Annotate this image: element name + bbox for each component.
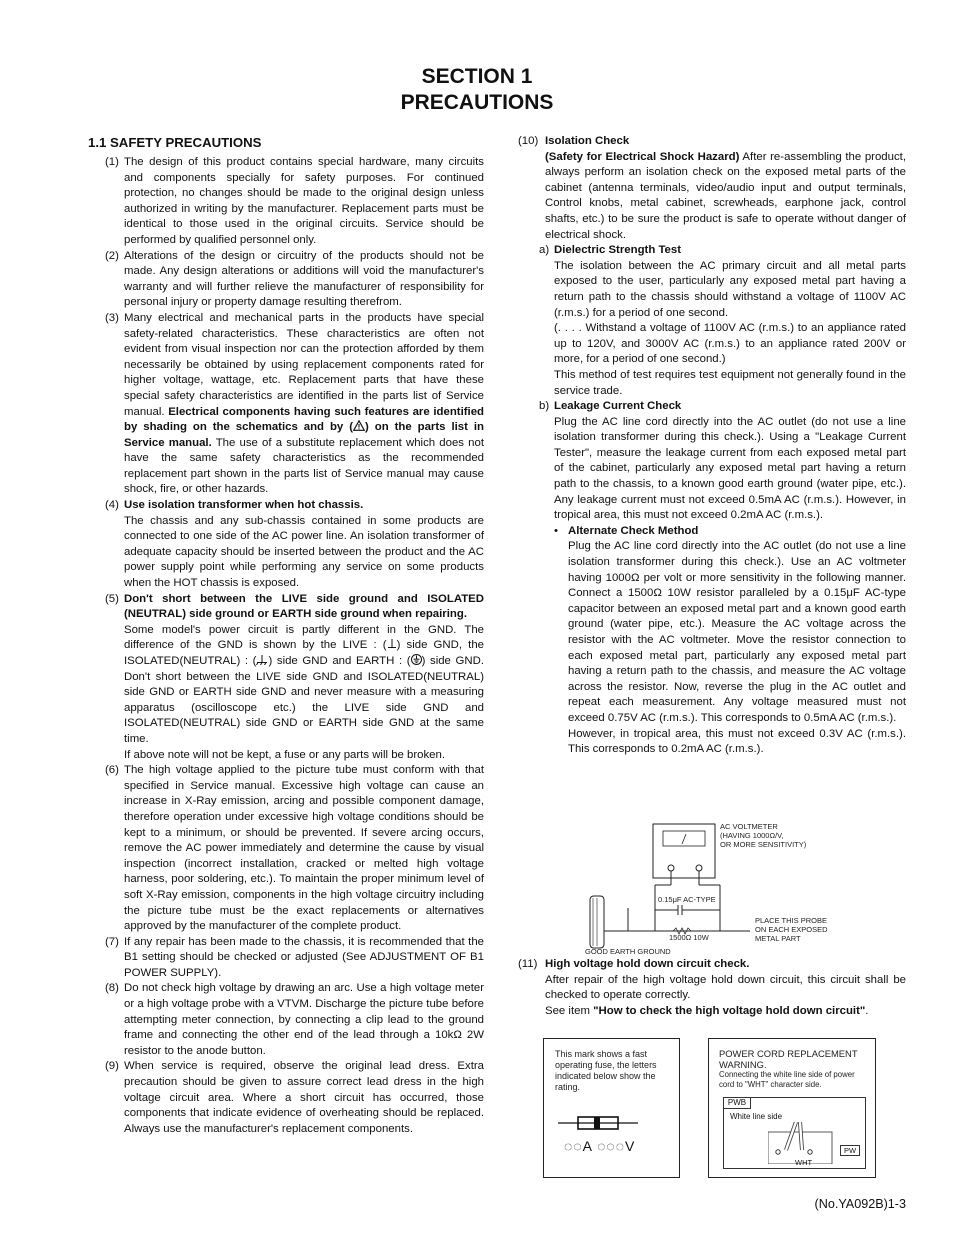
item-text: The chassis and any sub-chassis contained in some products are connected to one side of the AC power line. An isolation transformer of adequate capacity should be inserted between the product and the AC power supply point while performing any service on some products when the HOT chassis is exposed. (124, 514, 484, 590)
alternate-check-method (554, 524, 906, 758)
item-heading: High voltage hold down circuit check. (545, 958, 750, 970)
item-bold-text: Electrical components having such features are identified by shading on the schematics and by ( (124, 405, 484, 434)
resistor-label: 1500Ω 10W (669, 933, 709, 942)
dielectric-strength-test (518, 243, 906, 399)
sub-label: a) (539, 244, 550, 257)
capacitor-label: 0.15μF AC-TYPE (658, 895, 716, 904)
item-number: (1) (105, 156, 119, 168)
precaution-10 (518, 134, 906, 243)
item-text: Many electrical and mechanical parts in the products have special safety-related characteristics. These characteristics are often not evident from visual inspection nor can the protection afforded by them necessarily be obtained by using replacement components rated for higher voltage, wattage, etc. Replacement parts that have these special safety characteristics are identified in the parts list of Service manual. (124, 311, 484, 418)
earth-ground-icon (411, 654, 422, 665)
left-column (88, 134, 484, 1137)
pwb-label: PWB (723, 1097, 751, 1109)
precaution-6 (88, 763, 484, 935)
right-column (518, 134, 906, 758)
warning-triangle-icon (353, 420, 365, 431)
sub-text: (. . . . Withstand a voltage of 1100V AC (r.m.s.) to an appliance rated up to 120V, and 3000V AC (r.m.s.) to an appliance rated 200V or more, for a period of one second.) (554, 322, 906, 366)
item-bold-text: (Safety for Electrical Shock Hazard) (545, 150, 740, 163)
item-bold-text: ) on the parts list in Service manual. (124, 421, 484, 449)
precaution-7 (88, 935, 484, 982)
item-text: If above note will not be kept, a fuse or any parts will be broken. (124, 748, 446, 761)
section-number: SECTION 1 (421, 65, 533, 88)
item-text: When service is required, observe the original lead dress. Extra precaution should be given to assure correct lead dress in the high voltage circuit area. Where a short circuit has occurred, those components that indicate evidence of overheating should be replaced. Always use the manufacturer's replacement components. (124, 1060, 484, 1135)
precaution-5 (88, 592, 484, 764)
sub-heading: Leakage Current Check (554, 400, 682, 413)
precaution-9 (88, 1059, 484, 1137)
wht-label: WHT (795, 1158, 813, 1167)
bullet-text: However, in tropical area, this must not exceed 0.3V AC (r.m.s.). This corresponds to 0.2mA AC (r.m.s.). (568, 727, 906, 756)
meter-label-1: AC VOLTMETER (720, 822, 778, 831)
power-cord-warning (708, 1038, 876, 1178)
page-footer: (No.YA092B)1-3 (814, 1197, 906, 1211)
sub-heading: Dielectric Strength Test (554, 244, 682, 257)
item-text: The design of this product contains special hardware, many circuits and components specially for safety purposes. For continued protection, no changes should be made to the original design unless authorized in writing by the manufacturer. Replacement parts must be identical to those used in the original circuits. Service should be performed by qualified personnel only. (124, 156, 484, 246)
probe-label-3: METAL PART (755, 934, 801, 943)
item-text: . (865, 1004, 869, 1017)
item-text: ) side GND. Don't short between the LIVE side GND and ISOLATED(NEUTRAL) side GND or EARTH side GND and never measure with a measuring apparatus (oscilloscope etc.) the LIVE side GND and ISOLATED(NEUTRAL) side GND or EARTH side GND at the same time. (124, 655, 484, 745)
item-bold-text: "How to check the high voltage hold down circuit" (593, 1004, 866, 1017)
white-line-label: White line side (730, 1112, 783, 1121)
item-text: The high voltage applied to the picture tube must conform with that specified in Service manual. Excessive high voltage can cause an increase in X-Ray emission, arcing and possible component damage, therefore operation under excessive high voltage conditions should be kept to a minimum, or should be prevented. If severe arcing occurs, remove the AC power immediately and determine the cause by visual inspection (incorrect installation, cracked or melted high voltage harness, poor soldering, etc.). To maintain the proper minimum level of soft X-Ray emission, components in the high voltage circuitry including the picture tube must be the exact replacements or alternatives approved by the manufacturer of the complete product. (124, 764, 484, 933)
precaution-3 (88, 311, 484, 498)
section-title (0, 64, 954, 116)
item-number: (6) (105, 764, 119, 777)
item-text: Alterations of the design or circuitry of the products should not be made. Any design alterations or additions will void the manufacturer's warranty and will further relieve the manufacturer of responsibility for personal injury or property damage resulting therefrom. (124, 249, 484, 309)
cord-warning-title: POWER CORD REPLACEMENT WARNING. (719, 1048, 858, 1070)
item-text: Some model's power circuit is partly different in the GND. The difference of the GND is shown by the LIVE : ( (124, 623, 484, 652)
sub-text: This method of test requires test equipment not generally found in the service trade. (554, 368, 906, 397)
sub-label: b) (539, 400, 550, 413)
precaution-2 (88, 249, 484, 311)
probe-label-2: ON EACH EXPOSED (755, 925, 828, 934)
precaution-4 (88, 498, 484, 592)
item-text: See item (545, 1004, 594, 1017)
leakage-current-check (518, 399, 906, 524)
precaution-11 (518, 957, 906, 1019)
item-text: ) side GND, the ISOLATED(NEUTRAL) : ( (124, 639, 485, 667)
isolated-ground-icon (256, 655, 268, 665)
earth-label: GOOD EARTH GROUND (585, 947, 671, 956)
item-text: After re-assembling the product, always perform an isolation check on the exposed metal parts of the cabinet (antenna terminals, video/audio input and output terminals, Control knobs, metal cabinet, screwheads, earphone jack, control shafts, etc.) to be sure the product is safe to operate without danger of electrical shock. (545, 150, 906, 241)
live-ground-icon (387, 639, 397, 649)
bullet-text: Plug the AC line cord directly into the AC outlet (do not use a line isolation transformer during this check.). Use an AC voltmeter having 1000Ω per volt or more sensitivity in the following manner. Connect a 1500Ω 10W resistor paralleled by a 0.15μF AC-type capacitor between an exposed metal part and a known good earth ground (water pipe, etc.). Measure the AC voltage across the resistor with the AC voltmeter. Move the resistor connection to each exposed metal part, particularly any exposed metal part having a return path to the chassis, and measure the AC voltage across the resistor. Now, reverse the plug in the AC outlet and repeat each measurement. Any voltage measured must not exceed 0.75V AC (r.m.s.). This corresponds to 0.5mA AC (r.m.s.). (568, 540, 906, 724)
section-name: PRECAUTIONS (400, 91, 554, 114)
sub-text: The isolation between the AC primary circuit and all metal parts exposed to the user, particularly any exposed metal part having a return path to the chassis should withstand a voltage of 1100V AC (r.m.s.) for a period of one second. (554, 259, 906, 319)
precaution-8 (88, 981, 484, 1059)
right-column-bottom (518, 957, 906, 1019)
meter-label-3: OR MORE SENSITIVITY) (720, 840, 807, 849)
item-number: (11) (518, 958, 538, 970)
item-number: (3) (105, 311, 119, 324)
item-heading: Isolation Check (545, 135, 630, 147)
item-number: (7) (105, 935, 119, 948)
cord-warning-text: Connecting the white line side of power cord to "WHT" character side. (719, 1070, 855, 1089)
item-text: ) side GND and EARTH : ( (268, 655, 411, 667)
item-heading: Don't short between the LIVE side ground and ISOLATED (NEUTRAL) side ground or EARTH side ground when repairing. (124, 592, 484, 621)
item-text: The use of a substitute replacement which does not have the same safety characteristics as the recommended replacement part shown in the parts list of Service manual may cause shock, fire, or other hazards. (124, 436, 484, 496)
item-number: (5) (105, 592, 119, 605)
meter-label-2: (HAVING 1000Ω/V, (720, 831, 784, 840)
fast-fuse-notice (543, 1038, 680, 1178)
sub-text: Plug the AC line cord directly into the AC outlet (do not use a line isolation transformer during this check.). Using a "Leakage Current Tester", measure the leakage current from each exposed metal part of the cabinet, particularly any exposed metal part having a return path to the chassis, to a known good earth ground (water pipe, etc.). Any leakage current must not exceed 0.5mA AC (r.m.s.). However, in tropical area, this must not exceed 0.2mA AC (r.m.s.). (554, 415, 906, 522)
item-text: After repair of the high voltage hold down circuit, this circuit shall be checked to operate correctly. (545, 973, 906, 1002)
item-text: Do not check high voltage by drawing an arc. Use a high voltage meter or a high voltage probe with a VTVM. Discharge the picture tube before attempting meter connection, by connecting a clip lead to the ground frame and connecting the other end of the lead through a 10kΩ 2W resistor to the anode button. (124, 982, 484, 1057)
fuse-icon (558, 1113, 638, 1133)
item-number: (2) (105, 249, 119, 262)
item-number: (9) (105, 1060, 119, 1073)
item-number: (8) (105, 982, 119, 995)
bullet-heading: Alternate Check Method (568, 524, 699, 537)
probe-label-1: PLACE THIS PROBE (755, 916, 827, 925)
section-heading: 1.1 SAFETY PRECAUTIONS (88, 135, 262, 150)
precaution-1 (88, 155, 484, 249)
pwb-board (723, 1097, 866, 1169)
pw-label: PW (840, 1145, 860, 1156)
bullet: • (554, 524, 558, 537)
fuse-note-text: This mark shows a fast operating fuse, the letters indicated below show the rating. (555, 1049, 657, 1092)
item-number: (4) (105, 499, 119, 512)
item-heading: Use isolation transformer when hot chassis. (124, 499, 364, 512)
item-number: (10) (518, 135, 539, 147)
fuse-rating: ◌◌A ◌◌◌V (564, 1138, 636, 1154)
item-text: If any repair has been made to the chassis, it is recommended that the B1 setting should be checked or adjusted (See ADJUSTMENT OF B1 POWER SUPPLY). (124, 935, 484, 979)
isolation-check-diagram (580, 820, 840, 960)
